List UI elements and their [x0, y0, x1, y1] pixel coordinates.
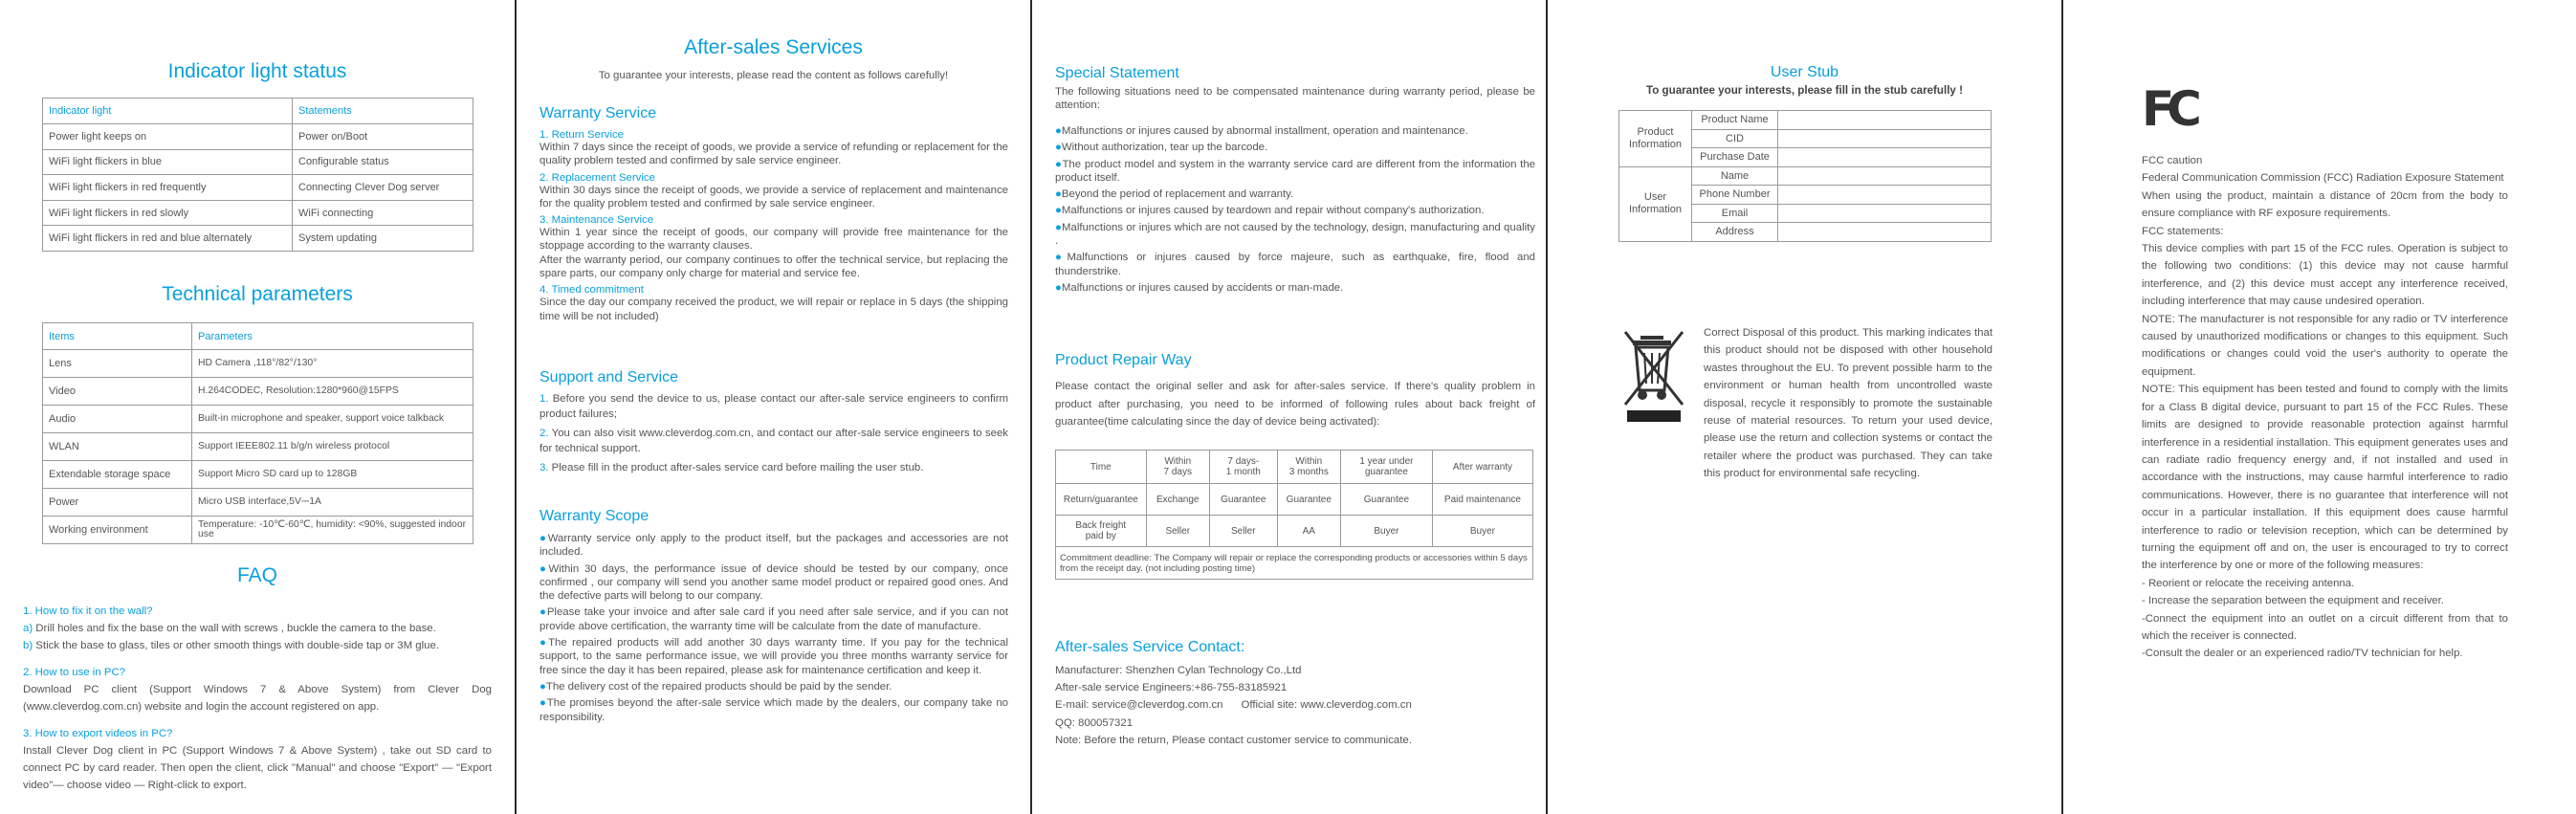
table-cell: Within 3 months	[1277, 451, 1340, 484]
table-header-cell: Statements	[293, 99, 473, 124]
scope-item-text: The delivery cost of the repaired products should be paid by the sender.	[545, 680, 892, 693]
table-header-cell: Items	[43, 323, 192, 350]
table-cell: WiFi light flickers in red slowly	[43, 200, 293, 226]
stub-field-input[interactable]	[1778, 166, 1992, 186]
support-list	[539, 392, 1008, 476]
bullet-icon: ●	[1055, 252, 1068, 264]
support-item	[539, 461, 1008, 476]
table-cell: Paid maintenance	[1432, 484, 1532, 516]
faq-answer-prefix: b)	[23, 640, 33, 651]
warranty-scope-list	[539, 532, 1008, 724]
faq-answer	[23, 742, 492, 794]
special-item	[1055, 141, 1535, 154]
faq-question: 2. How to use in PC?	[23, 667, 125, 678]
table-cell: 7 days- 1 month	[1209, 451, 1277, 484]
bullet-icon: ●	[1055, 281, 1062, 294]
bullet-icon: ●	[539, 533, 548, 544]
bullet-icon: ●	[1055, 158, 1063, 170]
user-info-group-label: User Information	[1619, 166, 1692, 241]
bullet-icon: ●	[1055, 221, 1063, 233]
stub-field-input[interactable]	[1778, 223, 1992, 242]
contact-line: After-sale service Engineers:+86-755-83185921	[1055, 682, 1288, 694]
scope-item	[539, 696, 1008, 724]
table-cell: After warranty	[1432, 451, 1532, 484]
scope-item	[539, 532, 1008, 560]
stub-field-input[interactable]	[1778, 186, 1992, 205]
table-cell: H.264CODEC, Resolution:1280*960@15FPS	[192, 378, 473, 406]
faq-answer-text: Drill holes and fix the base on the wall with screws , buckle the camera to the base.	[33, 623, 436, 634]
warranty-item-heading: 4. Timed commitment	[539, 284, 644, 297]
fcc-line: NOTE: This equipment has been tested and found to comply with the limits for a Class B digital device, pursuant to part 15 of the FCC Rules. These limits are designed to provide reasonable protection against harmful interference in a residential installation. This equipment generates uses and can radiate radio frequency energy and, if not installed and used in accordance with the instructions, may cause harmful interference to radio communications. However, there is no guarantee that interference will not occur in a particular installation. If this equipment does cause harmful interference to radio or television reception, which can be determined by turning the equipment off and on, the user is encouraged to try to correct the interference by one or more of the following measures:	[2142, 384, 2508, 572]
faq-title: FAQ	[236, 564, 277, 586]
table-row	[43, 350, 473, 378]
fcc-line: FCC statements:	[2142, 225, 2224, 237]
indicator-table	[42, 98, 473, 252]
repair-note: Commitment deadline: The Company will repair or replace the corresponding products or accessories within 5 days from the receipt day. (not including posting time)	[1056, 547, 1533, 580]
user-stub-title: User Stub	[1770, 64, 1839, 80]
table-row	[43, 175, 473, 201]
faq-answer-text: Install Clever Dog client in PC (Support Windows 7 & Above System) , take out SD card to connect PC by card reader. Then open the client, click "Manual" and choose "Export" — "Export video"— choose video — Right-click to export.	[23, 745, 492, 791]
special-item	[1055, 251, 1535, 278]
after-sales-intro: To guarantee your interests, please read the content as follows carefully!	[598, 70, 949, 81]
table-header-cell: Indicator light	[43, 99, 293, 124]
table-row	[43, 226, 473, 252]
stub-field-label: Phone Number	[1692, 186, 1778, 205]
contact-line: E-mail: service@cleverdog.com.cn Official site: www.cleverdog.com.cn	[1055, 699, 1412, 712]
bullet-icon: ●	[1055, 142, 1062, 154]
support-item-text: You can also visit www.cleverdog.com.cn, and contact our after-sale service engineers to seek for technical support.	[539, 428, 1008, 454]
crossed-out-wheeled-bin-icon	[1621, 328, 1686, 424]
table-cell: WiFi light flickers in red frequently	[43, 175, 293, 201]
bullet-icon: ●	[539, 606, 547, 619]
table-cell: Audio	[43, 406, 192, 433]
special-item-text: Malfunctions or injures caused by abnormal installment, operation and maintenance.	[1061, 125, 1468, 137]
faq-answer-prefix: a)	[23, 623, 33, 634]
table-cell: Temperature: -10℃-60℃, humidity: <90%, suggested indoor use	[192, 517, 473, 544]
table-cell: Video	[43, 378, 192, 406]
special-statement-title: Special Statement	[1055, 65, 1179, 81]
table-cell: Buyer	[1432, 516, 1532, 547]
warranty-item-body: Within 1 year since the receipt of goods, our company will provide free maintenance for the stoppage according to the warranty clauses. After the warranty period, our company continues to offer the technical service, but replacing the spare parts, our company only charge for material and service fee.	[539, 227, 1008, 280]
table-cell: Exchange	[1146, 484, 1209, 516]
stub-field-input[interactable]	[1778, 129, 1992, 148]
scope-item	[539, 636, 1008, 677]
faq-list	[23, 603, 492, 794]
support-item-number: 2.	[539, 428, 549, 439]
tech-title: Technical parameters	[162, 283, 353, 305]
fcc-line: This device complies with part 15 of the FCC rules. Operation is subject to the following two conditions: (1) this device may not cause harmful interference, and (2) this device must accept any interference received, including interference that may cause undesired operation.	[2142, 243, 2508, 308]
table-cell: Power on/Boot	[293, 124, 473, 150]
support-item	[539, 392, 1008, 422]
table-cell: Support Micro SD card up to 128GB	[192, 461, 473, 489]
repair-table	[1055, 450, 1533, 580]
table-cell: Micro USB interface,5V⎓1A	[192, 489, 473, 517]
special-item	[1055, 187, 1535, 201]
table-row	[43, 433, 473, 461]
special-item	[1055, 204, 1535, 217]
table-row	[43, 489, 473, 517]
warranty-service-title: Warranty Service	[539, 105, 657, 121]
disposal-text: Correct Disposal of this product. This marking indicates that this product should not be disposed with other household wastes throughout the EU. To prevent possible harm to the environment or human health from uncontrolled waste disposal, recycle it responsibly to promote the sustainable reuse of material resources. To return your used device, please use the return and collection systems or contact the retailer where the product was purchased. They can take this product for environmental safe recycling.	[1704, 327, 1993, 480]
scope-item-text: Please take your invoice and after sale card if you need after sale service, and if you can not provide above certification, the warranty time will be calculate from the date of manufacture.	[539, 606, 1009, 632]
repair-way-title: Product Repair Way	[1055, 352, 1192, 368]
table-header-row	[1056, 451, 1533, 484]
stub-field-label: Name	[1692, 166, 1778, 186]
user-stub-subtitle: To guarantee your interests, please fill in the stub carefully !	[1646, 84, 1963, 97]
table-cell: Configurable status	[293, 149, 473, 175]
table-cell: Lens	[43, 350, 192, 378]
table-row	[43, 149, 473, 175]
tech-parameters-table	[42, 322, 473, 544]
table-row	[43, 200, 473, 226]
scope-item-text: Within 30 days, the performance issue of device should be tested by our company, once confirmed , our company will send you another same model product or repaired good ones. And the defective parts will belong to our company.	[539, 562, 1008, 603]
stub-field-label: CID	[1692, 129, 1778, 148]
stub-field-input[interactable]	[1778, 204, 1992, 223]
faq-answer	[23, 620, 492, 637]
faq-question: 3. How to export videos in PC?	[23, 728, 173, 739]
table-row	[1056, 484, 1533, 516]
special-item-text: Malfunctions or injures which are not caused by the technology, design, manufacturing and quality .	[1055, 221, 1535, 248]
stub-field-label: Email	[1692, 204, 1778, 223]
special-statement-list	[1055, 124, 1535, 295]
stub-row	[1619, 111, 1992, 130]
table-cell: Guarantee	[1277, 484, 1340, 516]
table-header-cell: Parameters	[192, 323, 473, 350]
panel-user-stub	[1548, 0, 2062, 814]
faq-answer-text: Stick the base to glass, tiles or other smooth things with double-side tap or 3M glue.	[33, 640, 439, 651]
support-item-number: 3.	[539, 462, 549, 473]
fcc-line: - Increase the separation between the equipment and receiver.	[2142, 595, 2444, 607]
table-cell: Built-in microphone and speaker, support voice talkback	[192, 406, 473, 433]
bullet-icon: ●	[539, 697, 547, 710]
table-row	[43, 406, 473, 433]
special-item-text: Malfunctions or injures caused by accidents or man-made.	[1061, 281, 1344, 294]
table-row	[43, 124, 473, 150]
table-cell: Connecting Clever Dog server	[293, 175, 473, 201]
table-row	[1056, 516, 1533, 547]
fcc-line: -Consult the dealer or an experienced radio/TV technician for help.	[2142, 648, 2463, 660]
table-cell: Guarantee	[1209, 484, 1277, 516]
warranty-item-body: Within 30 days since the receipt of goods, we provide a service of replacement and maintenance for the quality problem tested and confirmed by sale service engineer.	[539, 184, 1008, 209]
table-cell: Power light keeps on	[43, 124, 293, 150]
fcc-line: - Reorient or relocate the receiving antenna.	[2142, 577, 2355, 589]
stub-row	[1619, 166, 1992, 186]
fcc-line: FCC caution	[2142, 155, 2203, 166]
support-item	[539, 427, 1008, 456]
table-cell: 1 year under guarantee	[1340, 451, 1432, 484]
contact-list	[1055, 662, 1535, 749]
indicator-title: Indicator light status	[167, 60, 347, 82]
table-cell: HD Camera ,118°/82°/130°	[192, 350, 473, 378]
scope-item-text: The repaired products will add another 30 days warranty time. If you pay for the technical support, to the same performance issue, we will provide you three months warranty service for free since the day it has been repaired, please ask for maintenance certification and keep it.	[539, 637, 1008, 676]
bullet-icon: ●	[539, 562, 549, 575]
product-info-group-label: Product Information	[1619, 111, 1692, 167]
repair-way-intro: Please contact the original seller and ask for after-sales service. If there's quality problem in product after purchasing, you need to be informed of following rules about back freight of guarantee(time calculating since the day of device being activated):	[1055, 381, 1535, 428]
warranty-service-list	[539, 129, 1008, 323]
bullet-icon: ●	[539, 637, 549, 649]
table-cell: WiFi connecting	[293, 200, 473, 226]
support-item-text: Before you send the device to us, please contact our after-sale service engineers to confirm product failures;	[539, 393, 1008, 420]
table-cell: Return/guarantee	[1056, 484, 1147, 516]
stub-field-label: Address	[1692, 223, 1778, 242]
bullet-icon: ●	[539, 680, 546, 693]
table-cell: WLAN	[43, 433, 192, 461]
contact-title: After-sales Service Contact:	[1055, 639, 1245, 655]
table-cell: Support IEEE802.11 b/g/n wireless protocol	[192, 433, 473, 461]
special-statement-intro: The following situations need to be compensated maintenance during warranty period, please be attention:	[1055, 86, 1535, 112]
faq-answer	[23, 637, 492, 654]
stub-field-input[interactable]	[1778, 148, 1992, 167]
bullet-icon: ●	[1055, 188, 1062, 201]
support-item-number: 1.	[539, 393, 549, 405]
table-cell: Working environment	[43, 517, 192, 544]
stub-field-label: Product Name	[1692, 111, 1778, 130]
table-cell: Seller	[1209, 516, 1277, 547]
table-row	[43, 378, 473, 406]
table-cell: Guarantee	[1340, 484, 1432, 516]
special-item-text: Without authorization, tear up the barcode.	[1061, 142, 1268, 154]
user-stub-form	[1618, 110, 1992, 242]
table-cell: AA	[1277, 516, 1340, 547]
special-item-text: Malfunctions or injures caused by teardown and repair without company's authorization.	[1061, 205, 1485, 217]
fcc-logo: FC	[2142, 81, 2194, 137]
warranty-item-body: Within 7 days since the receipt of goods, we provide a service of refunding or replacement for the quality problem tested and confirmed by sale service engineer.	[539, 142, 1008, 167]
panel-special-repair-contact	[1032, 0, 1547, 814]
table-cell: System updating	[293, 226, 473, 252]
table-row	[43, 517, 473, 544]
fcc-line: Federal Communication Commission (FCC) Radiation Exposure Statement	[2142, 172, 2504, 185]
table-cell: Within 7 days	[1146, 451, 1209, 484]
support-title: Support and Service	[539, 369, 678, 385]
table-cell: Time	[1056, 451, 1147, 484]
scope-item	[539, 605, 1008, 633]
stub-field-label: Purchase Date	[1692, 148, 1778, 167]
fcc-line: When using the product, maintain a distance of 20cm from the body to ensure compliance with RF exposure requirements.	[2142, 189, 2508, 220]
fcc-line: NOTE: The manufacturer is not responsible for any radio or TV interference caused by unauthorized modifications or changes to this equipment. Such modifications or changes could void the user's authority to operate the equipment.	[2142, 313, 2508, 378]
table-header-row	[43, 323, 473, 350]
warranty-item-body: Since the day our company received the product, we will repair or replace in 5 days (the shipping time will be not included)	[539, 297, 1008, 322]
warranty-scope-title: Warranty Scope	[539, 508, 650, 524]
table-row	[1056, 547, 1533, 580]
table-cell: WiFi light flickers in blue	[43, 149, 293, 175]
table-row	[43, 461, 473, 489]
scope-item-text: The promises beyond the after-sale service which made by the dealers, our company take no responsibility.	[539, 697, 1008, 723]
special-item	[1055, 221, 1535, 249]
special-item-text: Beyond the period of replacement and warranty.	[1061, 188, 1294, 201]
faq-answer-text: Download PC client (Support Windows 7 & Above System) from Clever Dog (www.cleverdog.com.cn) website and login the account registered on app.	[23, 684, 492, 713]
table-header-row	[43, 99, 473, 124]
bullet-icon: ●	[1055, 205, 1062, 217]
special-item	[1055, 281, 1535, 295]
contact-line: QQ: 800057321	[1055, 716, 1134, 729]
scope-item	[539, 680, 1008, 693]
table-cell: Buyer	[1340, 516, 1432, 547]
contact-line: Manufacturer: Shenzhen Cylan Technology Co.,Ltd	[1055, 665, 1302, 676]
after-sales-title: After-sales Services	[684, 36, 863, 58]
panel-indicator-tech-faq	[0, 0, 515, 814]
table-cell: Power	[43, 489, 192, 517]
table-cell: Seller	[1146, 516, 1209, 547]
faq-question: 1. How to fix it on the wall?	[23, 605, 153, 617]
contact-line: Note: Before the return, Please contact customer service to communicate.	[1055, 734, 1412, 746]
support-item-text: Please fill in the product after-sales service card before mailing the user stub.	[548, 462, 924, 473]
panel-fcc	[2063, 0, 2576, 814]
fcc-line: -Connect the equipment into an outlet on a circuit different from that to which the receiver is connected.	[2142, 612, 2508, 642]
faq-answer	[23, 681, 492, 715]
stub-field-input[interactable]	[1778, 111, 1992, 130]
special-item	[1055, 158, 1535, 186]
warranty-item-heading: 3. Maintenance Service	[539, 214, 654, 227]
special-item-text: Malfunctions or injures caused by force majeure, such as earthquake, fire, flood and thunderstrike.	[1055, 252, 1535, 277]
table-cell: WiFi light flickers in red and blue alternately	[43, 226, 293, 252]
table-cell: Back freight paid by	[1056, 516, 1147, 547]
special-item-text: The product model and system in the warranty service card are different from the information the product itself.	[1055, 158, 1535, 184]
fcc-statement	[2142, 152, 2508, 663]
bullet-icon: ●	[1055, 125, 1062, 137]
warranty-item-heading: 2. Replacement Service	[539, 171, 655, 184]
table-cell: Extendable storage space	[43, 461, 192, 489]
scope-item-text: Warranty service only apply to the product itself, but the packages and accessories are not included.	[539, 533, 1008, 559]
special-item	[1055, 124, 1535, 138]
warranty-item-heading: 1. Return Service	[539, 129, 624, 141]
scope-item	[539, 562, 1008, 604]
panel-after-sales-services	[517, 0, 1031, 814]
